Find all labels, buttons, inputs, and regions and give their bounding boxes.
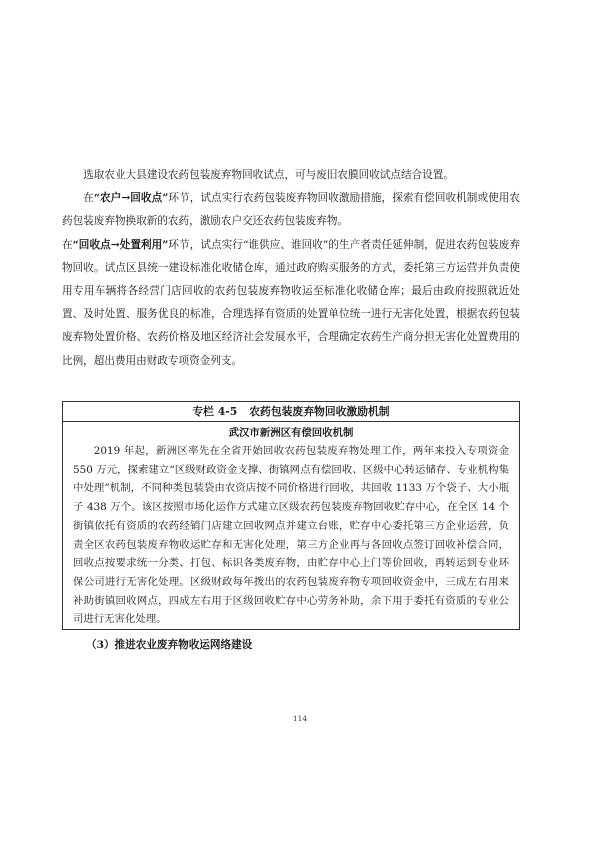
paragraph-2-prefix: 在 xyxy=(83,192,94,205)
box-number: 专栏 4-5 xyxy=(192,405,238,418)
box-text: 2019 年起，新洲区率先在全省开始回收农药包装废弃物处理工作，两年来投入专项资金 550 万元，探索建立“区级财政资金支撑、街镇网点有偿回收、区级中心转运储存、专业机构集中处理”机制，不同种类包装袋由农资店按不同价格进行回收，共回收 1133 万个袋子、大小瓶子 438 万个。该区按照市场化运作方式建立区级农药包装废弃物回收贮存中心，在全区 14 个街镇依托有资质的农药经销门店建立回收网点并建立台账，贮存中心委托第三方企业运营，负责全区农药包装废弃物收运贮存和无害化处理，第三方企业再与各回收点签订回收补偿合同，回收点按要求统一分类、打包、标识各类废弃物，由贮存中心上门等价回收，再转运到专业环保公司进行无害化处理。区级财政每年拨出的农药包装废弃物专项回收资金中，三成左右用来补助街镇回收网点，四成左右用于区级回收贮存中心劳务补助，余下用于委托有资质的专业公司进行无害化处理。 xyxy=(73,445,509,626)
box-title-text: 农药包装废弃物回收激励机制 xyxy=(249,405,390,418)
page-number: 114 xyxy=(292,714,308,723)
body-text xyxy=(62,164,520,373)
paragraph-2-rest: 环节，试点实行农药包装废弃物回收激励措施，探索有偿回收机制或使用农药包装废弃物换取新的农药，激励农户交还农药包装废弃物。 xyxy=(62,192,521,228)
box-title xyxy=(63,402,519,422)
paragraph-3 xyxy=(62,234,520,373)
paragraph-3-rest: 环节，试点实行“谁供应、谁回收”的生产者责任延伸制，促进农药包装废弃物回收。试点区县统一建设标准化收储仓库，通过政府购买服务的方式，委托第三方运营并负责使用专用车辆将各经营门店回收的农药包装废弃物收运至标准化收储仓库；最后由政府按照就近处置、及时处置、服务优良的标准，合理选择有资质的处置单位统一进行无害化处置，根据农药包装废弃物处置价格、农药价格及地区经济社会发展水平，合理确定农药生产商分担无害化处置费用的比例，超出费用由财政专项资金列支。 xyxy=(62,238,520,367)
section-heading: （3）推进农业废弃物收运网络建设 xyxy=(86,639,253,651)
paragraph-3-term: “回收点→处置利用” xyxy=(72,238,169,251)
paragraph-1: 选取农业大县建设农药包装废弃物回收试点，可与废旧农膜回收试点结合设置。 xyxy=(83,169,454,181)
box-subtitle: 武汉市新洲区有偿回收机制 xyxy=(228,427,354,439)
paragraph-2 xyxy=(62,187,520,233)
paragraph-3-prefix: 在 xyxy=(62,238,73,251)
paragraph-2-term: “农户→回收点” xyxy=(93,192,169,205)
column-box xyxy=(62,401,520,630)
